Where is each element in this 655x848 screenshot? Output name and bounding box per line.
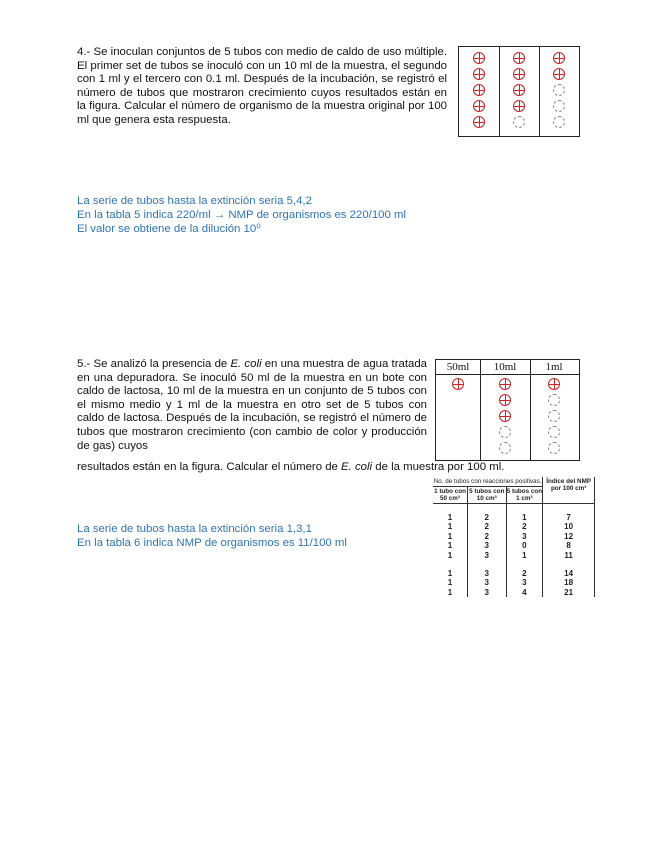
nmp-spacer bbox=[433, 560, 595, 569]
problem5-text-a: 5.- Se analizó la presencia de bbox=[77, 358, 231, 370]
nmp-cell: 3 bbox=[468, 541, 507, 550]
positive-tube bbox=[499, 410, 511, 422]
nmp-spacer-cell bbox=[433, 504, 468, 514]
nmp-cell: 1 bbox=[433, 569, 468, 578]
positive-tube bbox=[473, 68, 485, 80]
nmp-row bbox=[433, 541, 595, 550]
nmp-cell: 1 bbox=[433, 551, 468, 560]
negative-tube bbox=[499, 426, 511, 438]
nmp-spacer-cell bbox=[543, 504, 595, 514]
nmp-cell: 2 bbox=[506, 522, 543, 531]
problem4-text: 4.- Se inoculan conjuntos de 5 tubos con medio de caldo de uso múltiple. El primer set de tubos se inoculó con un 10 ml de la muestra, el segundo con 1 ml y el tercero con 0.1 ml. Después de la incubación, se registró el número de tubos que mostraron crecimiento cuyos resultados están en la figura. Calcular el número de organismo de la muestra original por 100 ml que genera esta respuesta. bbox=[77, 46, 447, 126]
positive-tube bbox=[513, 84, 525, 96]
positive-tube bbox=[553, 68, 565, 80]
nmp-cell: 3 bbox=[468, 569, 507, 578]
problem5-last-b: de la muestra por 100 ml. bbox=[372, 461, 505, 473]
tube-set-50ml bbox=[436, 360, 481, 460]
negative-tube bbox=[553, 116, 565, 128]
nmp-spacer-cell bbox=[433, 560, 468, 569]
nmp-cell: 1 bbox=[506, 551, 543, 560]
nmp-cell: 1 bbox=[433, 578, 468, 587]
figure5-header bbox=[436, 360, 579, 375]
answer4-line-1: La serie de tubos hasta la extinción seria 5,4,2 bbox=[77, 195, 312, 207]
nmp-cell: 2 bbox=[468, 532, 507, 541]
negative-tube bbox=[548, 394, 560, 406]
nmp-cell: 1 bbox=[506, 513, 543, 522]
nmp-table-body bbox=[433, 504, 595, 598]
nmp-row bbox=[433, 522, 595, 531]
nmp-cell: 2 bbox=[468, 522, 507, 531]
positive-tube bbox=[548, 378, 560, 390]
nmp-cell: 0 bbox=[506, 541, 543, 550]
nmp-spacer-cell bbox=[468, 560, 507, 569]
negative-tube bbox=[548, 410, 560, 422]
positive-tube bbox=[513, 100, 525, 112]
nmp-spacer-cell bbox=[506, 504, 543, 514]
nmp-cell: 11 bbox=[543, 551, 595, 560]
nmp-row bbox=[433, 532, 595, 541]
nmp-index-header: Índice del NMP por 100 cm³ bbox=[543, 477, 595, 504]
nmp-spacer bbox=[433, 504, 595, 514]
nmp-cell: 14 bbox=[543, 569, 595, 578]
header-1ml: 1ml bbox=[545, 361, 563, 373]
nmp-spacer-cell bbox=[468, 504, 507, 514]
answer4-line-3: El valor se obtiene de la dilución 10⁰ bbox=[77, 223, 261, 235]
nmp-cell: 3 bbox=[506, 578, 543, 587]
nmp-row bbox=[433, 551, 595, 560]
negative-tube bbox=[513, 116, 525, 128]
positive-tube bbox=[473, 52, 485, 64]
problem5-text-b: en una muestra de agua tratada en una depuradora. Se inoculó 50 ml de la muestra en un bote con caldo de lactosa, 10 ml de la muestra en un conjunto de 5 tubos con el mismo medio y 1 ml de la muestra en otro set de 5 tubos con caldo de lactosa. Después de la incubación, se registró el número de tubos que mostraron crecimiento (con cambio de color y producción de gas) cuyos bbox=[77, 358, 428, 452]
positive-tube bbox=[473, 116, 485, 128]
nmp-cell: 7 bbox=[543, 513, 595, 522]
nmp-cell: 1 bbox=[433, 588, 468, 597]
positive-tube bbox=[513, 52, 525, 64]
nmp-cell: 2 bbox=[506, 569, 543, 578]
ecoli-term: E. coli bbox=[230, 358, 262, 370]
nmp-group-header: No. de tubos con reacciones positivas. bbox=[433, 478, 542, 485]
positive-tube bbox=[553, 52, 565, 64]
positive-tube bbox=[499, 378, 511, 390]
problem5-last-a: resultados están en la figura. Calcular el número de bbox=[77, 461, 342, 473]
header-50ml: 50ml bbox=[446, 361, 470, 373]
nmp-row bbox=[433, 513, 595, 522]
nmp-table bbox=[433, 477, 595, 647]
positive-tube bbox=[473, 84, 485, 96]
nmp-cell: 8 bbox=[543, 541, 595, 550]
problem4-tube-figure bbox=[458, 46, 580, 137]
negative-tube bbox=[548, 442, 560, 454]
negative-tube bbox=[553, 84, 565, 96]
nmp-cell: 3 bbox=[468, 551, 507, 560]
answer4-line-2: En la tabla 5 indica 220/ml → NMP de organismos es 220/100 ml bbox=[77, 209, 407, 221]
nmp-cell: 4 bbox=[506, 588, 543, 597]
negative-tube bbox=[499, 442, 511, 454]
header-10ml: 10ml bbox=[493, 361, 517, 373]
nmp-col-1: 5 tubos con 1 cm³ bbox=[506, 488, 543, 502]
problem5-tube-figure bbox=[435, 359, 580, 461]
nmp-cell: 18 bbox=[543, 578, 595, 587]
nmp-col-10: 5 tubos con 10 cm³ bbox=[469, 488, 505, 502]
negative-tube bbox=[548, 426, 560, 438]
positive-tube bbox=[513, 68, 525, 80]
nmp-row bbox=[433, 578, 595, 587]
positive-tube bbox=[499, 394, 511, 406]
nmp-cell: 3 bbox=[506, 532, 543, 541]
nmp-cell: 1 bbox=[433, 532, 468, 541]
nmp-row bbox=[433, 569, 595, 578]
answer5-line-2: En la tabla 6 indica NMP de organismos es 11/100 ml bbox=[77, 537, 347, 549]
nmp-col-50: 1 tubo con 50 cm³ bbox=[434, 488, 466, 502]
nmp-spacer-cell bbox=[506, 560, 543, 569]
negative-tube bbox=[553, 100, 565, 112]
nmp-spacer-cell bbox=[543, 560, 595, 569]
positive-tube bbox=[473, 100, 485, 112]
answer5-line-1: La serie de tubos hasta la extinción seria 1,3,1 bbox=[77, 523, 312, 535]
positive-tube bbox=[452, 378, 464, 390]
nmp-cell: 3 bbox=[468, 588, 507, 597]
nmp-cell: 1 bbox=[433, 522, 468, 531]
nmp-cell: 12 bbox=[543, 532, 595, 541]
nmp-cell: 10 bbox=[543, 522, 595, 531]
nmp-cell: 1 bbox=[433, 541, 468, 550]
nmp-row bbox=[433, 588, 595, 597]
problem5-last-line bbox=[77, 461, 597, 475]
nmp-cell: 21 bbox=[543, 588, 595, 597]
ecoli-term-2: E. coli bbox=[341, 461, 373, 473]
problem5-text bbox=[77, 358, 427, 453]
nmp-cell: 1 bbox=[433, 513, 468, 522]
nmp-cell: 2 bbox=[468, 513, 507, 522]
nmp-cell: 3 bbox=[468, 578, 507, 587]
